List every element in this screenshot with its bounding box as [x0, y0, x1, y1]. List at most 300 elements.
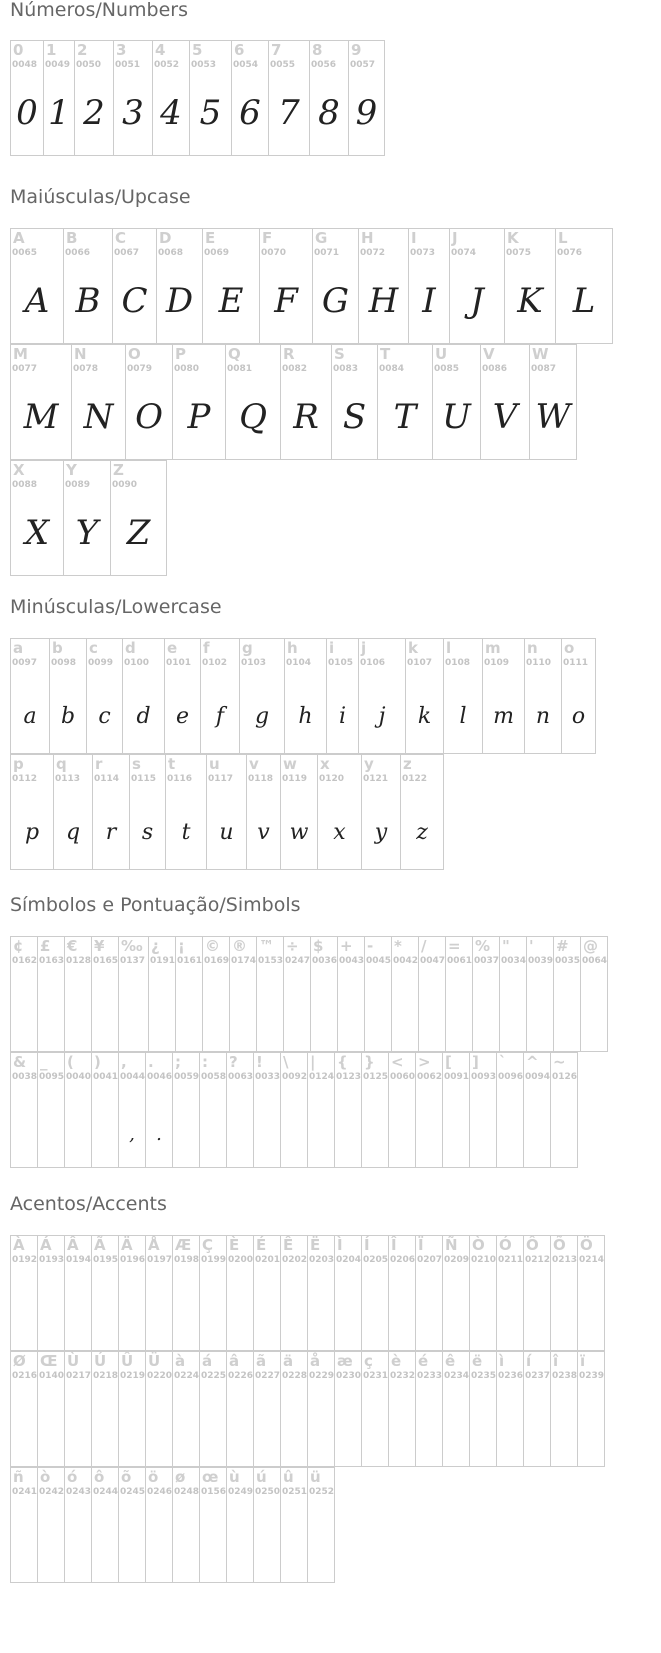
- glyph-label: /: [421, 937, 427, 955]
- glyph-code: 0203: [309, 1255, 335, 1265]
- glyph-code: 0214: [579, 1255, 605, 1265]
- glyph-sample: h: [298, 704, 313, 729]
- glyph-code: 0201: [255, 1255, 281, 1265]
- glyph-cell: [496, 1351, 524, 1467]
- glyph-code: 0044: [120, 1072, 146, 1082]
- glyph-label: Ë: [310, 1236, 321, 1254]
- glyph-code: 0054: [233, 60, 259, 70]
- glyph-code: 0230: [336, 1371, 362, 1381]
- glyph-cell: [37, 1052, 65, 1168]
- glyph-label: y: [364, 755, 374, 773]
- glyph-label: Z: [113, 461, 124, 479]
- glyph-label: l: [446, 639, 452, 657]
- glyph-label: -: [367, 937, 374, 955]
- glyph-label: ó: [67, 1468, 78, 1486]
- glyph-code: 0071: [314, 248, 340, 258]
- glyph-cell: [256, 936, 284, 1052]
- glyph-cell: [118, 1351, 146, 1467]
- glyph-cell: [145, 1052, 173, 1168]
- glyph-label: ø: [175, 1468, 186, 1486]
- glyph-code: 0162: [12, 956, 38, 966]
- glyph-sample: B: [75, 281, 101, 321]
- glyph-label: S: [334, 345, 345, 363]
- glyph-cell: [391, 936, 419, 1052]
- glyph-code: 0111: [563, 658, 589, 668]
- glyph-label: ‰: [121, 937, 143, 955]
- glyph-code: 0052: [154, 60, 180, 70]
- glyph-cell: [118, 936, 149, 1052]
- glyph-label: m: [485, 639, 501, 657]
- glyph-cell: [165, 754, 207, 870]
- glyph-label: Î: [391, 1236, 397, 1254]
- glyph-code: 0043: [339, 956, 365, 966]
- glyph-code: 0169: [204, 956, 230, 966]
- glyph-code: 0237: [525, 1371, 551, 1381]
- glyph-code: 0224: [174, 1371, 200, 1381]
- glyph-code: 0228: [282, 1371, 308, 1381]
- glyph-code: 0235: [471, 1371, 497, 1381]
- glyph-cell: [229, 936, 257, 1052]
- glyph-code: 0121: [363, 774, 389, 784]
- glyph-cell: [553, 936, 581, 1052]
- glyph-sample: r: [105, 820, 117, 845]
- numbers-grid: [10, 40, 384, 156]
- glyph-label: :: [202, 1053, 208, 1071]
- glyph-code: 0085: [434, 364, 460, 374]
- glyph-cell: [361, 1351, 389, 1467]
- glyph-cell: [122, 638, 165, 754]
- glyph-code: 0207: [417, 1255, 443, 1265]
- glyph-cell: [10, 1235, 38, 1351]
- glyph-cell: [64, 1467, 92, 1583]
- glyph-cell: [442, 1351, 470, 1467]
- glyph-code: 0047: [420, 956, 446, 966]
- glyph-cell: [309, 40, 349, 156]
- glyph-code: 0232: [390, 1371, 416, 1381]
- glyph-code: 0110: [526, 658, 552, 668]
- glyph-label: @: [583, 937, 598, 955]
- glyph-label: Õ: [553, 1236, 566, 1254]
- glyph-cell: [312, 228, 359, 344]
- glyph-label: Ç: [202, 1236, 214, 1254]
- glyph-cell: [226, 1052, 254, 1168]
- glyph-code: 0058: [201, 1072, 227, 1082]
- glyph-cell: [253, 1235, 281, 1351]
- glyph-cell: [388, 1052, 416, 1168]
- glyph-code: 0048: [12, 60, 38, 70]
- glyph-sample: 7: [278, 93, 300, 133]
- glyph-cell: [246, 754, 281, 870]
- glyph-code: 0104: [286, 658, 312, 668]
- glyph-cell: [172, 1467, 200, 1583]
- glyph-label: Ó: [499, 1236, 512, 1254]
- glyph-cell: [113, 40, 153, 156]
- glyph-cell: [348, 40, 385, 156]
- glyph-code: 0161: [177, 956, 203, 966]
- glyph-label: Ø: [13, 1352, 26, 1370]
- glyph-cell: [364, 936, 392, 1052]
- glyph-code: 0210: [471, 1255, 497, 1265]
- glyph-label: C: [115, 229, 127, 247]
- glyph-label: å: [310, 1352, 321, 1370]
- glyph-code: 0248: [174, 1487, 200, 1497]
- glyph-code: 0229: [309, 1371, 335, 1381]
- glyph-cell: [156, 228, 203, 344]
- glyph-code: 0128: [66, 956, 92, 966]
- glyph-sample: L: [572, 281, 596, 321]
- glyph-label: œ: [202, 1468, 219, 1486]
- glyph-cell: [331, 344, 378, 460]
- glyph-label: ': [529, 937, 534, 955]
- glyph-row: [10, 40, 384, 156]
- glyph-sample: 2: [83, 93, 105, 133]
- glyph-label: >: [418, 1053, 431, 1071]
- glyph-label: ©: [205, 937, 220, 955]
- glyph-code: 0234: [444, 1371, 470, 1381]
- glyph-cell: [529, 344, 577, 460]
- glyph-cell: [10, 228, 64, 344]
- glyph-cell: [239, 638, 285, 754]
- glyph-code: 0211: [498, 1255, 524, 1265]
- glyph-code: 0105: [328, 658, 354, 668]
- glyph-code: 0174: [231, 956, 257, 966]
- glyph-label: N: [74, 345, 87, 363]
- glyph-label: o: [564, 639, 575, 657]
- glyph-cell: [110, 460, 167, 576]
- glyph-sample: f: [215, 704, 225, 729]
- glyph-sample: s: [141, 820, 154, 845]
- glyph-code: 0247: [285, 956, 311, 966]
- glyph-label: &: [13, 1053, 27, 1071]
- glyph-label: M: [13, 345, 28, 363]
- glyph-sample: 3: [122, 93, 144, 133]
- glyph-cell: [91, 1052, 119, 1168]
- glyph-code: 0216: [12, 1371, 38, 1381]
- glyph-code: 0191: [150, 956, 176, 966]
- glyph-label: !: [256, 1053, 263, 1071]
- glyph-label: I: [411, 229, 417, 247]
- glyph-code: 0049: [45, 60, 71, 70]
- glyph-cell: [442, 1052, 470, 1168]
- glyph-label: ]: [472, 1053, 479, 1071]
- glyph-sample: U: [442, 397, 471, 437]
- glyph-code: 0118: [248, 774, 274, 784]
- glyph-label: ã: [256, 1352, 267, 1370]
- glyph-row: [10, 638, 595, 754]
- glyph-cell: [449, 228, 505, 344]
- glyph-sample: 9: [355, 93, 378, 133]
- glyph-label: î: [553, 1352, 559, 1370]
- glyph-label: ¡: [178, 937, 185, 955]
- glyph-code: 0238: [552, 1371, 578, 1381]
- glyph-code: 0200: [228, 1255, 254, 1265]
- glyph-code: 0067: [114, 248, 140, 258]
- glyph-label: ): [94, 1053, 101, 1071]
- glyph-cell: [10, 1351, 38, 1467]
- glyph-label: g: [242, 639, 253, 657]
- glyph-cell: [280, 1235, 308, 1351]
- glyph-sample: b: [60, 704, 76, 729]
- glyph-code: 0083: [333, 364, 359, 374]
- glyph-code: 0112: [12, 774, 38, 784]
- glyph-code: 0069: [204, 248, 230, 258]
- glyph-code: 0089: [65, 480, 91, 490]
- glyph-label: Æ: [175, 1236, 192, 1254]
- glyph-code: 0123: [336, 1072, 362, 1082]
- glyph-label: }: [364, 1053, 375, 1071]
- glyph-label: Ã: [94, 1236, 106, 1254]
- glyph-code: 0045: [366, 956, 392, 966]
- glyph-code: 0099: [88, 658, 114, 668]
- glyph-sample: p: [24, 820, 40, 845]
- glyph-row: [10, 1467, 604, 1583]
- glyph-code: 0092: [282, 1072, 308, 1082]
- glyph-label: Í: [364, 1236, 370, 1254]
- glyph-code: 0055: [270, 60, 296, 70]
- glyph-cell: [361, 754, 401, 870]
- glyph-label: T: [380, 345, 391, 363]
- glyph-label: ¿: [151, 937, 160, 955]
- glyph-sample: Q: [239, 397, 267, 437]
- glyph-label: ¥: [94, 937, 105, 955]
- glyph-cell: [577, 1235, 605, 1351]
- glyph-label: ô: [94, 1468, 105, 1486]
- glyph-label: `: [499, 1053, 507, 1071]
- glyph-code: 0041: [93, 1072, 119, 1082]
- glyph-code: 0209: [444, 1255, 470, 1265]
- glyph-code: 0087: [531, 364, 557, 374]
- lowercase-grid: [10, 638, 595, 870]
- glyph-label: K: [507, 229, 519, 247]
- glyph-sample: c: [98, 704, 111, 729]
- glyph-cell: [118, 1467, 146, 1583]
- glyph-cell: [443, 638, 483, 754]
- glyph-code: 0156: [201, 1487, 227, 1497]
- glyph-code: 0249: [228, 1487, 254, 1497]
- glyph-code: 0233: [417, 1371, 443, 1381]
- glyph-label: n: [527, 639, 538, 657]
- glyph-cell: [307, 1052, 335, 1168]
- glyph-label: r: [95, 755, 103, 773]
- section-title-numbers: Números/Numbers: [10, 0, 188, 21]
- glyph-sample: O: [135, 397, 163, 437]
- glyph-cell: [118, 1052, 146, 1168]
- glyph-sample: 6: [239, 93, 261, 133]
- glyph-label: B: [66, 229, 78, 247]
- glyph-code: 0057: [350, 60, 376, 70]
- glyph-code: 0084: [379, 364, 405, 374]
- glyph-label: U: [435, 345, 448, 363]
- glyph-cell: [405, 638, 444, 754]
- glyph-cell: [199, 1052, 227, 1168]
- glyph-label: 8: [312, 41, 323, 59]
- glyph-cell: [472, 936, 500, 1052]
- glyph-label: í: [526, 1352, 532, 1370]
- glyph-label: ì: [499, 1352, 505, 1370]
- glyph-cell: [43, 40, 75, 156]
- glyph-label: ï: [580, 1352, 586, 1370]
- glyph-label: G: [315, 229, 328, 247]
- glyph-code: 0036: [312, 956, 338, 966]
- glyph-label: ;: [175, 1053, 181, 1071]
- glyph-row: [10, 936, 607, 1052]
- glyph-cell: [523, 1235, 551, 1351]
- glyph-label: P: [175, 345, 186, 363]
- glyph-cell: [337, 936, 365, 1052]
- glyph-code: 0037: [474, 956, 500, 966]
- glyph-code: 0107: [407, 658, 433, 668]
- glyph-label: b: [52, 639, 63, 657]
- glyph-label: 3: [116, 41, 127, 59]
- glyph-label: Œ: [40, 1352, 58, 1370]
- glyph-label: s: [132, 755, 141, 773]
- glyph-cell: [86, 638, 123, 754]
- glyph-label: .: [148, 1053, 154, 1071]
- glyph-cell: [199, 1351, 227, 1467]
- glyph-sample: W: [535, 397, 571, 437]
- glyph-code: 0194: [66, 1255, 92, 1265]
- glyph-label: Ú: [94, 1352, 107, 1370]
- glyph-cell: [388, 1351, 416, 1467]
- section-title-accents: Acentos/Accents: [10, 1193, 167, 1215]
- glyph-sample: V: [492, 397, 518, 437]
- glyph-cell: [164, 638, 201, 754]
- glyph-code: 0070: [261, 248, 287, 258]
- glyph-label: V: [483, 345, 495, 363]
- glyph-code: 0245: [120, 1487, 146, 1497]
- glyph-cell: [125, 344, 173, 460]
- glyph-code: 0103: [241, 658, 267, 668]
- glyph-code: 0046: [147, 1072, 173, 1082]
- glyph-code: 0126: [552, 1072, 578, 1082]
- glyph-label: J: [452, 229, 458, 247]
- glyph-sample: Y: [75, 513, 99, 553]
- glyph-label: ÷: [286, 937, 299, 955]
- glyph-cell: [259, 228, 313, 344]
- glyph-code: 0050: [76, 60, 102, 70]
- glyph-cell: [172, 1235, 200, 1351]
- section-title-symbols: Símbolos e Pontuação/Simbols: [10, 894, 301, 916]
- glyph-cell: [129, 754, 166, 870]
- glyph-label: 5: [192, 41, 203, 59]
- glyph-cell: [284, 638, 327, 754]
- glyph-code: 0061: [447, 956, 473, 966]
- glyph-sample: T: [393, 397, 417, 437]
- glyph-sample: l: [459, 704, 467, 729]
- glyph-label: Á: [40, 1236, 52, 1254]
- glyph-label: i: [329, 639, 335, 657]
- glyph-label: ë: [472, 1352, 483, 1370]
- glyph-code: 0033: [255, 1072, 281, 1082]
- glyph-row: [10, 1052, 607, 1168]
- glyph-label: á: [202, 1352, 213, 1370]
- glyph-label: Q: [228, 345, 241, 363]
- glyph-label: ç: [364, 1352, 373, 1370]
- glyph-sample: E: [218, 281, 244, 321]
- glyph-cell: [580, 936, 608, 1052]
- glyph-cell: [226, 1235, 254, 1351]
- glyph-cell: [469, 1235, 497, 1351]
- glyph-cell: [480, 344, 530, 460]
- glyph-cell: [10, 40, 44, 156]
- glyph-label: <: [391, 1053, 404, 1071]
- glyph-label: É: [256, 1236, 267, 1254]
- glyph-code: 0125: [363, 1072, 389, 1082]
- glyph-label: c: [89, 639, 98, 657]
- glyph-cell: [469, 1351, 497, 1467]
- glyph-code: 0202: [282, 1255, 308, 1265]
- glyph-label: ®: [232, 937, 247, 955]
- glyph-code: 0124: [309, 1072, 335, 1082]
- glyph-label: \: [283, 1053, 289, 1071]
- glyph-sample: K: [517, 281, 543, 321]
- glyph-cell: [71, 344, 126, 460]
- glyph-cell: [408, 228, 450, 344]
- glyph-label: ú: [256, 1468, 267, 1486]
- glyph-label: ¢: [13, 937, 24, 955]
- glyph-cell: [418, 936, 446, 1052]
- glyph-cell: [307, 1467, 335, 1583]
- glyph-label: t: [168, 755, 176, 773]
- glyph-sample: 8: [318, 93, 340, 133]
- glyph-code: 0080: [174, 364, 200, 374]
- glyph-code: 0197: [147, 1255, 173, 1265]
- glyph-label: ò: [40, 1468, 51, 1486]
- glyph-code: 0093: [471, 1072, 497, 1082]
- glyph-cell: [361, 1235, 389, 1351]
- glyph-label: è: [391, 1352, 402, 1370]
- glyph-row: [10, 1351, 604, 1467]
- glyph-cell: [496, 1052, 524, 1168]
- glyph-code: 0102: [202, 658, 228, 668]
- glyph-code: 0091: [444, 1072, 470, 1082]
- glyph-label: õ: [121, 1468, 132, 1486]
- glyph-cell: [445, 936, 473, 1052]
- glyph-label: v: [249, 755, 259, 773]
- glyph-label: Ì: [337, 1236, 343, 1254]
- glyph-cell: [112, 228, 157, 344]
- glyph-cell: [91, 1235, 119, 1351]
- glyph-code: 0163: [39, 956, 65, 966]
- glyph-label: Ä: [121, 1236, 133, 1254]
- glyph-sample: i: [338, 704, 347, 729]
- glyph-cell: [280, 1351, 308, 1467]
- glyph-code: 0119: [282, 774, 308, 784]
- glyph-cell: [64, 1052, 92, 1168]
- glyph-label: Å: [148, 1236, 160, 1254]
- glyph-label: 2: [77, 41, 88, 59]
- glyph-code: 0246: [147, 1487, 173, 1497]
- glyph-sample: D: [165, 281, 194, 321]
- section-title-lowercase: Minúsculas/Lowercase: [10, 596, 222, 618]
- glyph-code: 0073: [410, 248, 436, 258]
- glyph-cell: [226, 1467, 254, 1583]
- glyph-code: 0101: [166, 658, 192, 668]
- glyph-cell: [10, 1467, 38, 1583]
- glyph-code: 0035: [555, 956, 581, 966]
- glyph-code: 0205: [363, 1255, 389, 1265]
- glyph-cell: [469, 1052, 497, 1168]
- glyph-cell: [334, 1351, 362, 1467]
- glyph-cell: [172, 1052, 200, 1168]
- glyph-label: %: [475, 937, 491, 955]
- glyph-sample: j: [378, 704, 386, 729]
- glyph-label: Ò: [472, 1236, 485, 1254]
- glyph-sample: N: [83, 397, 114, 437]
- glyph-code: 0231: [363, 1371, 389, 1381]
- glyph-cell: [200, 638, 240, 754]
- glyph-cell: [64, 936, 92, 1052]
